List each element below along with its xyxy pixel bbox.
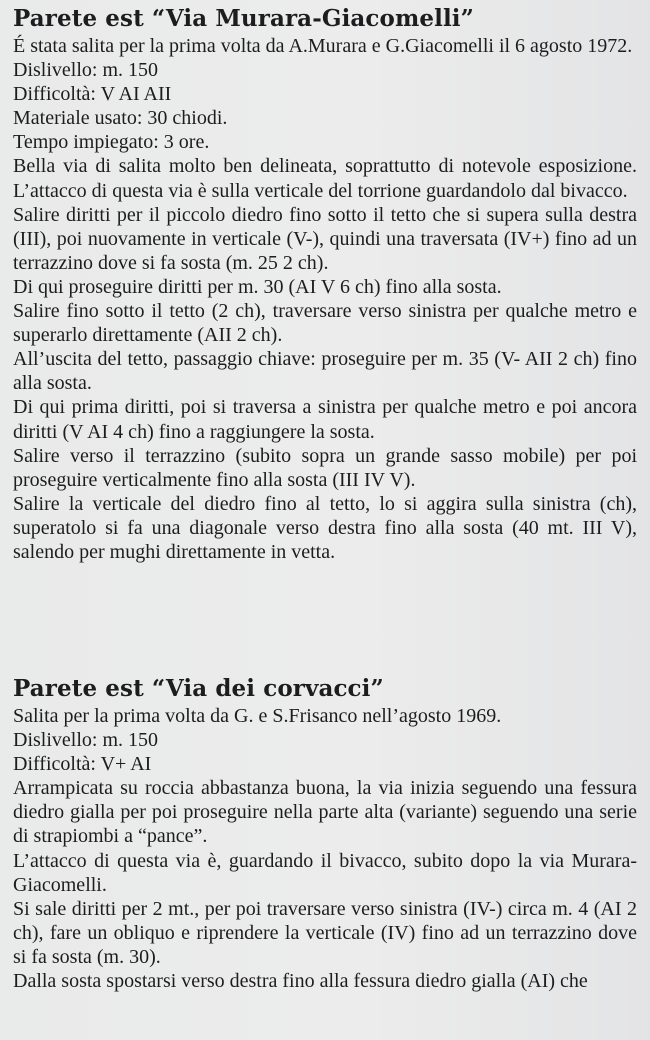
paragraph-difficulty: Difficoltà: V+ AI <box>13 753 152 776</box>
section-via-murara-giacomelli <box>13 4 637 564</box>
section-title: Parete est “Via dei corvacci” <box>13 675 384 702</box>
paragraph-route-step-6: Salire verso il terrazzino (subito sopra un grande sasso mobile) per poi proseguire verticalmente fino alla sosta (III IV V). <box>13 444 637 491</box>
paragraph-material: Materiale usato: 30 chiodi. <box>13 107 228 130</box>
paragraph-time: Tempo impiegato: 3 ore. <box>13 131 210 154</box>
paragraph-route-step-4: All’uscita del tetto, passaggio chiave: proseguire per m. 35 (V- AII 2 ch) fino alla sosta. <box>13 348 637 395</box>
paragraph-elevation: Dislivello: m. 150 <box>13 729 158 752</box>
paragraph-route-step-2: Di qui proseguire diritti per m. 30 (AI V 6 ch) fino alla sosta. <box>13 275 502 298</box>
section-title: Parete est “Via Murara-Giacomelli” <box>13 5 474 32</box>
paragraph-route-step-5: Di qui prima diritti, poi si traversa a sinistra per qualche metro e poi ancora diritti (V AI 4 ch) fino a raggiungere la sosta. <box>13 396 637 443</box>
paragraph-first-ascent: É stata salita per la prima volta da A.Murara e G.Giacomelli il 6 agosto 1972. <box>13 35 633 57</box>
paragraph-approach: L’attacco di questa via è, guardando il bivacco, subito dopo la via Murara-Giacomelli. <box>13 849 637 896</box>
paragraph-route-step-3: Salire fino sotto il tetto (2 ch), traversare verso sinistra per qualche metro e superarlo direttamente (AII 2 ch). <box>13 300 637 347</box>
paragraph-elevation: Dislivello: m. 150 <box>13 59 158 82</box>
paragraph-route-step-1: Si sale diritti per 2 mt., per poi traversare verso sinistra (IV-) circa m. 4 (AI 2 ch), fare un obliquo e riprendere la verticale (IV) fino ad un terrazzino dove si fa sosta (m. 30). <box>13 897 637 968</box>
paragraph-route-step-7: Salire la verticale del diedro fino al tetto, lo si aggira sulla sinistra (ch), superatolo si fa una diagonale verso destra fino alla sosta (40 mt. III V), salendo per mughi direttamente in vetta. <box>13 492 637 563</box>
paragraph-difficulty: Difficoltà: V AI AII <box>13 83 172 106</box>
paragraph-description: Bella via di salita molto ben delineata, soprattutto di notevole esposizione. L’attacco di questa via è sulla verticale del torrione guardandolo dal bivacco. <box>13 155 637 202</box>
paragraph-route-step-2: Dalla sosta spostarsi verso destra fino alla fessura diedro gialla (AI) che <box>13 970 588 993</box>
paragraph-route-step-1: Salire diritti per il piccolo diedro fino sotto il tetto che si supera sulla destra (III), poi nuovamente in verticale (V-), quindi una traversata (IV+) fino ad un terrazzino dove si fa sosta (m. 25 2 ch). <box>13 203 637 274</box>
paragraph-first-ascent: Salita per la prima volta da G. e S.Frisanco nell’agosto 1969. <box>13 705 502 727</box>
paragraph-description: Arrampicata su roccia abbastanza buona, la via inizia seguendo una fessura diedro gialla per poi proseguire nella parte alta (variante) seguendo una serie di strapiombi a “pance”. <box>13 777 637 848</box>
section-via-dei-corvacci <box>13 674 637 993</box>
